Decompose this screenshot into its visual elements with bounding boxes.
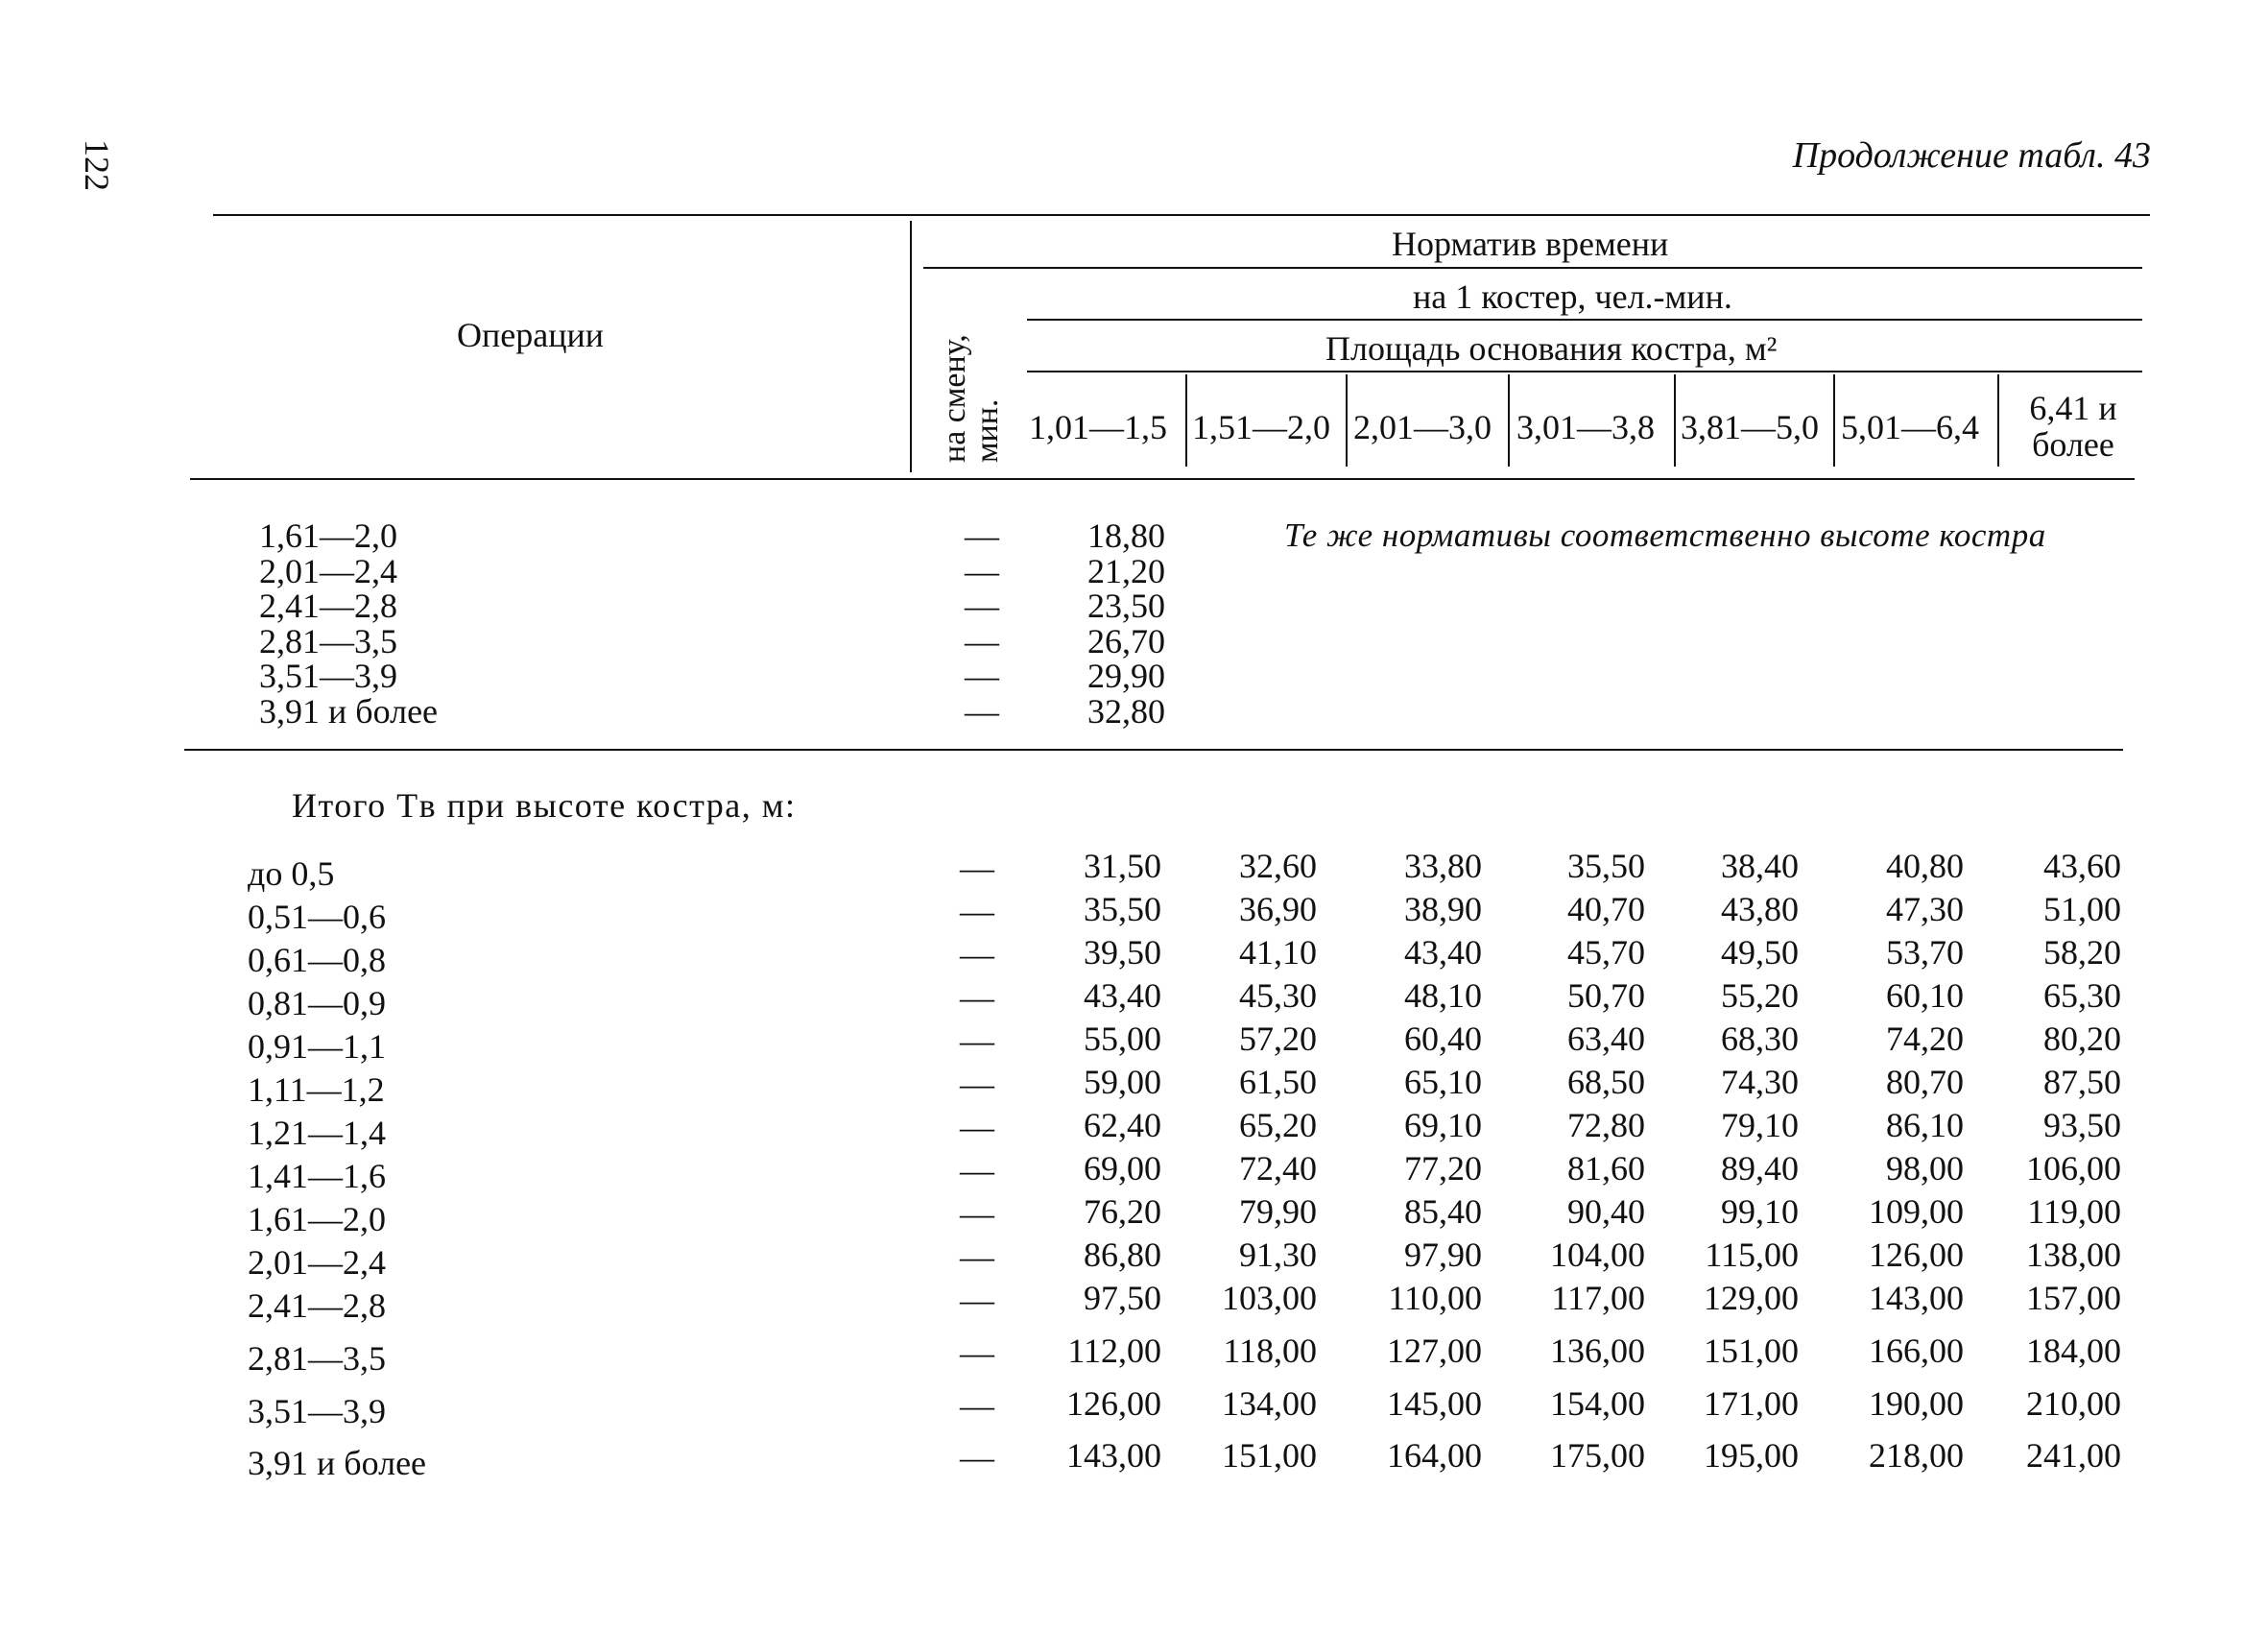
total-value: 40,80	[1886, 847, 1964, 885]
total-value: 127,00	[1387, 1332, 1482, 1370]
total-value: 218,00	[1869, 1436, 1964, 1475]
area-col-7-line2: более	[2032, 425, 2114, 464]
total-value: 65,10	[1404, 1063, 1482, 1101]
total-row-label: 2,01—2,4	[248, 1243, 386, 1282]
col-divider	[1997, 374, 1999, 467]
total-value: 65,20	[1239, 1106, 1317, 1144]
norm-value: 18,80	[1087, 516, 1165, 555]
total-value: 69,00	[1084, 1149, 1161, 1188]
per-shift-value: —	[960, 1021, 994, 1060]
total-value: 103,00	[1222, 1279, 1317, 1317]
per-shift-value: —	[960, 1194, 994, 1233]
total-value: 104,00	[1550, 1236, 1645, 1274]
total-value: 74,30	[1721, 1063, 1799, 1101]
total-value: 59,00	[1084, 1063, 1161, 1101]
total-heading: Итого Tв при высоте костра, м:	[292, 786, 797, 825]
total-value: 99,10	[1721, 1192, 1799, 1231]
total-value: 50,70	[1567, 976, 1645, 1015]
total-value: 32,60	[1239, 847, 1317, 885]
total-value: 57,20	[1239, 1020, 1317, 1058]
total-value: 79,90	[1239, 1192, 1317, 1231]
total-value: 55,00	[1084, 1020, 1161, 1058]
operation-label: 3,51—3,9	[259, 657, 397, 695]
area-col-4: 3,01—3,8	[1516, 408, 1655, 446]
total-value: 117,00	[1551, 1279, 1645, 1317]
total-value: 143,00	[1066, 1436, 1161, 1475]
operations-header: Операции	[457, 316, 605, 354]
total-value: 115,00	[1705, 1236, 1799, 1274]
total-row-label: 3,51—3,9	[248, 1392, 386, 1430]
per-shift-value: —	[960, 978, 994, 1017]
area-col-5: 3,81—5,0	[1681, 408, 1819, 446]
total-value: 43,60	[2043, 847, 2121, 885]
total-value: 47,30	[1886, 890, 1964, 928]
per-shift-value: —	[965, 587, 999, 625]
total-value: 58,20	[2043, 933, 2121, 972]
per-shift-value: —	[960, 1065, 994, 1103]
total-value: 53,70	[1886, 933, 1964, 972]
total-value: 60,40	[1404, 1020, 1482, 1058]
total-value: 136,00	[1550, 1332, 1645, 1370]
norm-value: 32,80	[1087, 691, 1165, 731]
total-value: 69,10	[1404, 1106, 1482, 1144]
total-value: 241,00	[2026, 1436, 2121, 1475]
col-divider	[1833, 374, 1835, 467]
total-value: 76,20	[1084, 1192, 1161, 1231]
total-value: 210,00	[2026, 1384, 2121, 1423]
area-col-6: 5,01—6,4	[1841, 408, 1979, 446]
total-value: 43,80	[1721, 890, 1799, 928]
base-area-rule	[1027, 371, 2142, 372]
total-value: 45,30	[1239, 976, 1317, 1015]
operation-label: 3,91 и более	[259, 691, 439, 731]
total-value: 81,60	[1567, 1149, 1645, 1188]
total-value: 166,00	[1869, 1332, 1964, 1370]
total-value: 86,10	[1886, 1106, 1964, 1144]
total-value: 184,00	[2026, 1332, 2121, 1370]
total-value: 97,90	[1404, 1236, 1482, 1274]
total-value: 154,00	[1550, 1384, 1645, 1423]
operation-label: 2,81—3,5	[259, 621, 397, 660]
operation-label: 2,41—2,8	[259, 587, 397, 625]
total-value: 68,50	[1567, 1063, 1645, 1101]
total-value: 93,50	[2043, 1106, 2121, 1144]
norm-value: 23,50	[1087, 587, 1165, 625]
norm-value: 21,20	[1087, 551, 1165, 590]
total-value: 91,30	[1239, 1236, 1317, 1274]
total-value: 106,00	[2026, 1149, 2121, 1188]
total-row-label: 1,21—1,4	[248, 1114, 386, 1152]
total-row-label: 0,61—0,8	[248, 941, 386, 979]
time-norm-rule	[923, 267, 2142, 269]
total-value: 43,40	[1084, 976, 1161, 1015]
total-value: 190,00	[1869, 1384, 1964, 1423]
total-value: 90,40	[1567, 1192, 1645, 1231]
total-value: 126,00	[1066, 1384, 1161, 1423]
total-value: 85,40	[1404, 1192, 1482, 1231]
section-divider-rule	[184, 749, 2123, 751]
total-value: 55,20	[1721, 976, 1799, 1015]
per-fire-header: на 1 костер, чел.-мин.	[1413, 277, 1732, 316]
total-value: 195,00	[1704, 1436, 1799, 1475]
per-shift-value: —	[960, 1108, 994, 1146]
per-shift-value: —	[965, 657, 999, 695]
total-value: 138,00	[2026, 1236, 2121, 1274]
norm-value: 29,90	[1087, 657, 1165, 695]
total-value: 65,30	[2043, 976, 2121, 1015]
total-value: 80,70	[1886, 1063, 1964, 1101]
total-value: 77,20	[1404, 1149, 1482, 1188]
per-shift-value: —	[960, 849, 994, 887]
per-shift-value: —	[960, 1281, 994, 1319]
per-shift-value: —	[960, 1237, 994, 1276]
total-value: 38,40	[1721, 847, 1799, 885]
total-value: 68,30	[1721, 1020, 1799, 1058]
total-value: 36,90	[1239, 890, 1317, 928]
total-value: 157,00	[2026, 1279, 2121, 1317]
total-value: 118,00	[1223, 1332, 1317, 1370]
total-value: 126,00	[1869, 1236, 1964, 1274]
total-value: 79,10	[1721, 1106, 1799, 1144]
time-norm-header: Норматив времени	[1392, 225, 1669, 263]
operation-label: 1,61—2,0	[259, 516, 397, 555]
total-value: 40,70	[1567, 890, 1645, 928]
per-shift-value: —	[960, 1438, 994, 1476]
total-row-label: 3,91 и более	[248, 1444, 427, 1482]
total-value: 72,80	[1567, 1106, 1645, 1144]
same-norms-note: Те же нормативы соответственно высоте костра	[1284, 516, 2046, 554]
per-shift-value: —	[965, 621, 999, 660]
total-value: 51,00	[2043, 890, 2121, 928]
total-value: 109,00	[1869, 1192, 1964, 1231]
col-divider	[1346, 374, 1348, 467]
total-value: 43,40	[1404, 933, 1482, 972]
total-row-label: 1,61—2,0	[248, 1200, 386, 1238]
total-row-label: 2,41—2,8	[248, 1286, 386, 1325]
base-area-header: Площадь основания костра, м²	[1325, 329, 1778, 368]
total-value: 98,00	[1886, 1149, 1964, 1188]
area-col-1: 1,01—1,5	[1029, 408, 1167, 446]
total-value: 145,00	[1387, 1384, 1482, 1423]
total-value: 41,10	[1239, 933, 1317, 972]
total-value: 35,50	[1084, 890, 1161, 928]
total-value: 151,00	[1222, 1436, 1317, 1475]
total-value: 164,00	[1387, 1436, 1482, 1475]
col-divider	[1185, 374, 1187, 467]
total-row-label: 2,81—3,5	[248, 1339, 386, 1378]
per-shift-value: —	[965, 691, 999, 731]
total-value: 175,00	[1550, 1436, 1645, 1475]
total-value: 61,50	[1239, 1063, 1317, 1101]
total-value: 86,80	[1084, 1236, 1161, 1274]
per-shift-value: —	[965, 516, 999, 555]
per-shift-value: —	[965, 551, 999, 590]
operation-label: 2,01—2,4	[259, 551, 397, 590]
total-value: 60,10	[1886, 976, 1964, 1015]
total-row-label: 0,81—0,9	[248, 984, 386, 1022]
total-value: 80,20	[2043, 1020, 2121, 1058]
total-value: 48,10	[1404, 976, 1482, 1015]
total-value: 97,50	[1084, 1279, 1161, 1317]
header-top-rule	[213, 214, 2150, 216]
col-divider	[1508, 374, 1510, 467]
per-shift-value: —	[960, 892, 994, 930]
header-operations-divider	[910, 221, 912, 472]
total-value: 87,50	[2043, 1063, 2121, 1101]
total-value: 35,50	[1567, 847, 1645, 885]
total-value: 63,40	[1567, 1020, 1645, 1058]
total-value: 112,00	[1067, 1332, 1161, 1370]
total-value: 72,40	[1239, 1149, 1317, 1188]
total-value: 171,00	[1704, 1384, 1799, 1423]
total-value: 31,50	[1084, 847, 1161, 885]
header-bottom-rule	[190, 478, 2135, 480]
total-row-label: 0,91—1,1	[248, 1027, 386, 1066]
total-row-label: до 0,5	[248, 854, 335, 893]
total-value: 110,00	[1388, 1279, 1482, 1317]
total-value: 134,00	[1222, 1384, 1317, 1423]
per-shift-value: —	[960, 935, 994, 973]
total-value: 129,00	[1704, 1279, 1799, 1317]
area-col-7-line1: 6,41 и	[2029, 389, 2117, 427]
per-shift-value: —	[960, 1333, 994, 1372]
total-value: 74,20	[1886, 1020, 1964, 1058]
norm-value: 26,70	[1087, 621, 1165, 660]
page-number: 122	[78, 139, 116, 191]
total-row-label: 0,51—0,6	[248, 898, 386, 936]
total-value: 143,00	[1869, 1279, 1964, 1317]
total-value: 89,40	[1721, 1149, 1799, 1188]
table-continuation-title: Продолжение табл. 43	[1792, 135, 2151, 176]
total-value: 39,50	[1084, 933, 1161, 972]
per-shift-value: —	[960, 1151, 994, 1189]
total-value: 38,90	[1404, 890, 1482, 928]
per-shift-value: —	[960, 1386, 994, 1425]
total-value: 119,00	[2027, 1192, 2121, 1231]
total-value: 62,40	[1084, 1106, 1161, 1144]
total-value: 151,00	[1704, 1332, 1799, 1370]
area-col-2: 1,51—2,0	[1192, 408, 1330, 446]
area-col-3: 2,01—3,0	[1353, 408, 1492, 446]
per-shift-unit: мин.	[969, 398, 1005, 463]
total-value: 33,80	[1404, 847, 1482, 885]
total-value: 49,50	[1721, 933, 1799, 972]
total-row-label: 1,41—1,6	[248, 1157, 386, 1195]
total-value: 45,70	[1567, 933, 1645, 972]
total-row-label: 1,11—1,2	[248, 1070, 385, 1109]
per-shift-header: на смену,	[937, 334, 972, 463]
per-fire-rule	[1027, 319, 2142, 321]
col-divider	[1674, 374, 1676, 467]
